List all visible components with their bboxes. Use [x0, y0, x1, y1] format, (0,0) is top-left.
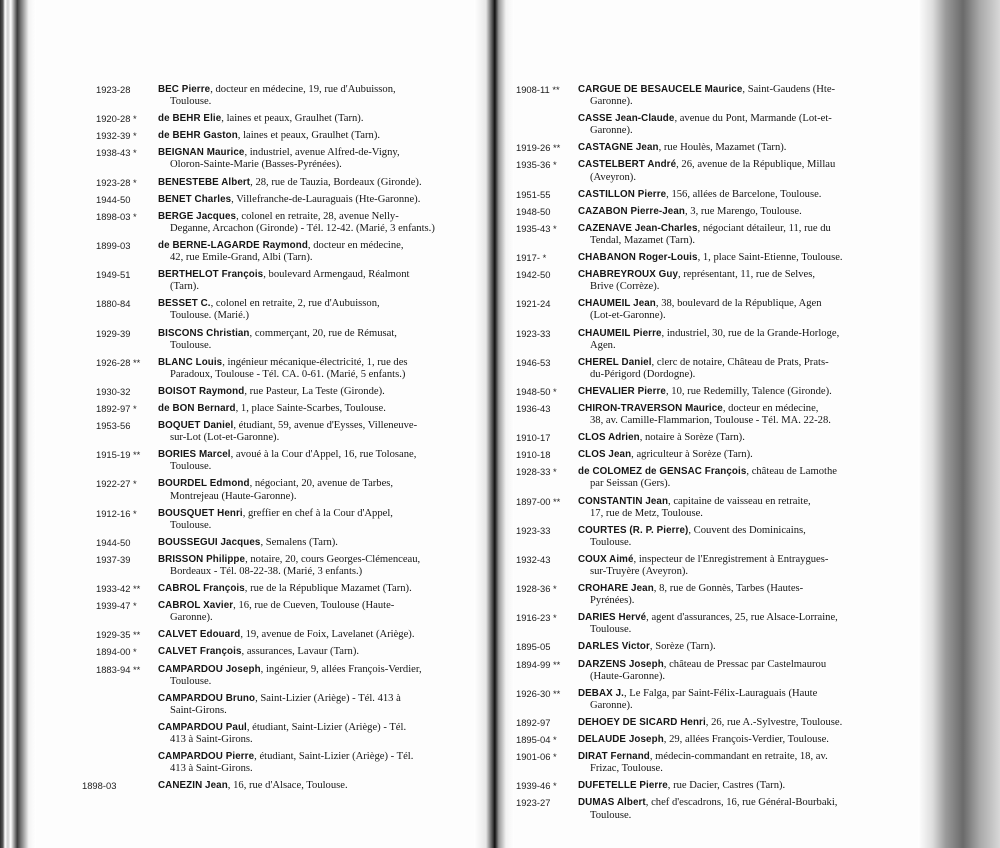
entry-years: 1921-24 — [516, 298, 551, 310]
entry-name: BOUSQUET Henri — [158, 507, 243, 519]
directory-entry — [96, 269, 448, 293]
entry-years: 1944-50 — [96, 193, 131, 205]
directory-entry — [516, 688, 864, 712]
entry-continuation: (Lot-et-Garonne). — [590, 310, 666, 322]
directory-entry — [96, 177, 448, 189]
entry-name: BLANC Louis — [158, 356, 223, 368]
entry-details: , 19, avenue de Foix, Lavelanet (Ariège). — [240, 629, 415, 641]
entry-details: , commerçant, 20, rue de Rémusat, — [249, 327, 397, 339]
entry-name: CLOS Jean — [578, 449, 632, 461]
entry-years: 1929-39 — [96, 327, 131, 339]
entry-name: DARLES Victor — [578, 641, 650, 653]
directory-entry — [516, 328, 864, 352]
entry-years: 1939-47 * — [96, 600, 137, 612]
entry-continuation: du-Périgord (Dordogne). — [590, 368, 696, 380]
entry-details: , agent d'assurances, 25, rue Alsace-Lorraine, — [646, 612, 838, 624]
entry-name: CHABANON Roger-Louis — [578, 252, 698, 264]
entry-details: , avoué à la Cour d'Appel, 16, rue Tolosane, — [230, 449, 417, 461]
entry-years: 1932-39 * — [96, 130, 137, 142]
entry-details: , docteur en médecine, — [722, 402, 819, 414]
entry-years: 1916-23 * — [516, 612, 557, 624]
directory-entry — [96, 240, 448, 264]
entry-years: 1883-94 ** — [96, 663, 141, 675]
entry-name: CAMPARDOU Paul — [158, 721, 247, 733]
entry-details: , négociant détaileur, 11, rue du — [697, 222, 831, 234]
entry-continuation: Brive (Corrèze). — [590, 281, 660, 293]
entry-continuation: par Seissan (Gers). — [590, 478, 671, 490]
entry-name: BENET Charles — [158, 193, 232, 205]
directory-entry — [516, 357, 864, 381]
entry-years: 1949-51 — [96, 269, 131, 281]
entry-details: , avenue du Pont, Marmande (Lot-et- — [674, 113, 832, 125]
entry-details: , Villefranche-de-Lauraguais (Hte-Garonne). — [231, 193, 421, 205]
directory-entry — [516, 751, 864, 775]
entry-years: 1937-39 — [96, 553, 131, 565]
entry-name: BOISOT Raymond — [158, 385, 245, 397]
entry-details: , étudiant, Saint-Lizier (Ariège) - Tél. — [246, 721, 407, 733]
entry-name: BORIES Marcel — [158, 449, 231, 461]
entry-continuation: (Aveyron). — [590, 171, 636, 183]
entry-details: , industriel, avenue Alfred-de-Vigny, — [244, 147, 400, 159]
entry-years: 1880-84 — [96, 298, 131, 310]
entry-years: 1935-43 * — [516, 222, 557, 234]
entry-years: 1946-53 — [516, 356, 551, 368]
entry-years: 1901-06 * — [516, 751, 557, 763]
directory-entry — [96, 600, 448, 624]
directory-entry — [516, 386, 864, 398]
entry-name: CAZENAVE Jean-Charles — [578, 222, 698, 234]
entry-details: , laines et peaux, Graulhet (Tarn). — [221, 113, 364, 125]
directory-entry — [516, 432, 864, 444]
entry-years: 1930-32 — [96, 385, 131, 397]
entry-years: 1923-28 — [96, 84, 131, 95]
entry-name: de BEHR Gaston — [158, 130, 238, 142]
entry-details: , chef d'escadrons, 16, rue Général-Bourbaki, — [645, 797, 838, 809]
entry-details: , négociant, 20, avenue de Tarbes, — [249, 478, 394, 490]
directory-entry — [96, 211, 448, 235]
entry-name: DEBAX J. — [578, 687, 624, 699]
entry-continuation: Bordeaux - Tél. 08-22-38. (Marié, 3 enfants.) — [170, 566, 363, 577]
directory-entry — [516, 449, 864, 461]
entry-years: 1908-11 ** — [516, 84, 560, 95]
entry-details: , 156, allées de Barcelone, Toulouse. — [666, 188, 822, 200]
entry-name: CASTILLON Pierre — [578, 188, 667, 200]
directory-entry — [516, 403, 864, 427]
entry-details: , boulevard Armengaud, Réalmont — [263, 269, 410, 281]
entry-years: 1923-28 * — [96, 176, 137, 188]
entry-name: DIRAT Fernand — [578, 751, 650, 763]
right-page-edge-shadow — [918, 0, 1000, 848]
directory-entry — [516, 525, 864, 549]
entry-years: 1898-03 * — [96, 210, 137, 222]
entry-years: 1942-50 — [516, 269, 551, 281]
entry-years: 1922-27 * — [96, 478, 137, 490]
directory-entry — [96, 449, 448, 473]
directory-entry — [96, 328, 448, 352]
entry-years: 1915-19 ** — [96, 449, 141, 461]
entry-name: BERGE Jacques — [158, 210, 237, 222]
entry-continuation: Garonne). — [590, 699, 633, 711]
entry-details: , 16, rue d'Alsace, Toulouse. — [227, 780, 348, 792]
entry-years: 1920-28 * — [96, 113, 137, 125]
entry-continuation: Toulouse. — [170, 675, 212, 687]
entry-details: , 26, rue A.-Sylvestre, Toulouse. — [705, 716, 843, 728]
entry-name: DELAUDE Joseph — [578, 734, 664, 746]
entry-years: 1917- * — [516, 252, 547, 264]
entry-details: , inspecteur de l'Enregistrement à Entraygues- — [633, 553, 829, 565]
entry-name: CALVET François — [158, 646, 242, 658]
directory-entry — [96, 629, 448, 641]
directory-entry — [516, 189, 864, 201]
entry-years: 1892-97 — [516, 716, 551, 728]
entry-text — [516, 113, 864, 137]
directory-entry — [516, 84, 864, 108]
entry-continuation: Toulouse. — [170, 461, 212, 473]
entry-continuation: Toulouse. — [590, 809, 632, 821]
directory-entry — [96, 84, 448, 108]
entry-continuation: Toulouse. — [170, 519, 212, 531]
entry-years: 1910-17 — [516, 432, 551, 444]
entry-text — [96, 722, 448, 746]
entry-details: , docteur en médecine, — [307, 239, 404, 251]
directory-entry — [516, 612, 864, 636]
entry-years: 1926-30 ** — [516, 687, 561, 699]
entry-details: , greffier en chef à la Cour d'Appel, — [242, 507, 393, 519]
directory-entry — [96, 508, 448, 532]
entry-continuation: Garonne). — [590, 96, 633, 108]
entry-details: , notaire à Sorèze (Tarn). — [639, 432, 745, 444]
entry-name: DUFETELLE Pierre — [578, 780, 668, 792]
directory-entry — [96, 386, 448, 398]
entry-name: de BERNE-LAGARDE Raymond — [158, 239, 308, 251]
entry-years: 1923-27 — [516, 797, 551, 809]
entry-continuation: 413 à Saint-Girons. — [170, 734, 253, 746]
entry-details: , médecin-commandant en retraite, 18, av. — [649, 751, 828, 763]
entry-name: BERTHELOT François — [158, 269, 264, 281]
entry-years: 1938-43 * — [96, 147, 137, 159]
entry-years: 1895-04 * — [516, 734, 557, 746]
directory-entry — [516, 142, 864, 154]
entry-continuation: Tendal, Mazamet (Tarn). — [590, 234, 695, 246]
entry-continuation: Garonne). — [590, 125, 633, 137]
directory-entry — [96, 403, 448, 415]
entry-years: 1948-50 — [516, 205, 551, 217]
entry-details: , 38, boulevard de la République, Agen — [655, 298, 822, 310]
entry-details: , rue de la République Mazamet (Tarn). — [244, 583, 412, 595]
entry-name: CALVET Edouard — [158, 629, 241, 641]
directory-entry — [516, 797, 864, 821]
entry-continuation: Toulouse. — [590, 624, 632, 636]
entry-name: BOURDEL Edmond — [158, 478, 250, 490]
entry-name: BOQUET Daniel — [158, 420, 234, 432]
entry-details: , agriculteur à Sorèze (Tarn). — [631, 449, 753, 461]
entry-continuation: 42, rue Emile-Grand, Albi (Tarn). — [170, 252, 313, 264]
entry-name: de BEHR Elie — [158, 113, 222, 125]
directory-entry — [516, 717, 864, 729]
entry-continuation: (Tarn). — [170, 281, 199, 293]
entry-years: 1898-03 — [82, 780, 117, 792]
entry-details: , 8, rue de Gonnès, Tarbes (Hautes- — [653, 583, 804, 595]
entry-continuation: Frizac, Toulouse. — [590, 763, 663, 775]
entry-details: , assurances, Lavaur (Tarn). — [241, 646, 360, 658]
entry-years: 1897-00 ** — [516, 495, 561, 507]
directory-entry — [516, 223, 864, 247]
entry-continuation: Toulouse. (Marié.) — [170, 310, 249, 322]
directory-entry — [96, 298, 448, 322]
directory-entry — [516, 496, 864, 520]
entry-name: CONSTANTIN Jean — [578, 495, 669, 507]
entry-name: CANEZIN Jean — [158, 780, 228, 792]
directory-entry — [96, 664, 448, 688]
directory-entry — [96, 130, 448, 142]
entry-details: , 1, place Saint-Etienne, Toulouse. — [697, 252, 843, 264]
entry-name: CARGUE DE BESAUCELE Maurice — [578, 84, 743, 95]
entry-text — [96, 693, 448, 717]
entry-name: de BON Bernard — [158, 402, 236, 414]
entry-years: 1919-26 ** — [516, 142, 561, 154]
directory-entry — [82, 780, 448, 792]
entry-name: CASTAGNE Jean — [578, 142, 659, 154]
entry-name: CLOS Adrien — [578, 432, 640, 444]
directory-entry — [516, 659, 864, 683]
entry-continuation: Paradoux, Toulouse - Tél. CA. 0-61. (Marié, 5 enfants.) — [170, 368, 406, 380]
entry-details: , Sorèze (Tarn). — [649, 641, 716, 653]
entry-details: , rue Houlès, Mazamet (Tarn). — [658, 142, 787, 154]
entry-name: CHEVALIER Pierre — [578, 385, 666, 397]
directory-entry — [96, 646, 448, 658]
entry-details: , ingénieur, 9, allées François-Verdier, — [260, 663, 422, 675]
entry-years: 1895-05 — [516, 641, 551, 653]
entry-continuation: Pyrénées). — [590, 595, 635, 607]
entry-continuation: Montrejeau (Haute-Garonne). — [170, 490, 297, 502]
entry-years: 1939-46 * — [516, 780, 557, 792]
directory-entry — [96, 583, 448, 595]
entry-continuation: 38, av. Camille-Flammarion, Toulouse - Tél. MA. 22-28. — [590, 415, 831, 427]
entry-details: , ingénieur mécanique-électricité, 1, rue des — [222, 356, 408, 368]
entry-name: CROHARE Jean — [578, 583, 654, 595]
entry-name: CASTELBERT André — [578, 159, 677, 171]
directory-entry — [96, 693, 448, 717]
directory-entry — [96, 722, 448, 746]
entry-details: , docteur en médecine, 19, rue d'Aubuisson, — [210, 84, 396, 95]
entry-details: , étudiant, 59, avenue d'Eysses, Villeneuve- — [233, 420, 418, 432]
entry-details: , 26, avenue de la République, Millau — [676, 159, 836, 171]
entry-name: CHAUMEIL Pierre — [578, 327, 662, 339]
directory-entry — [516, 298, 864, 322]
entry-continuation: Saint-Girons. — [170, 704, 227, 716]
directory-entry — [96, 357, 448, 381]
book-gutter-shadow — [474, 0, 514, 848]
entry-name: COURTES (R. P. Pierre) — [578, 524, 689, 536]
entry-name: CHABREYROUX Guy — [578, 269, 679, 281]
entry-details: , 29, allées François-Verdier, Toulouse. — [663, 734, 829, 746]
entry-continuation: 413 à Saint-Girons. — [170, 763, 253, 775]
entry-years: 1944-50 — [96, 536, 131, 548]
entry-name: BEIGNAN Maurice — [158, 147, 245, 159]
entry-name: CAZABON Pierre-Jean — [578, 205, 685, 217]
entry-name: de COLOMEZ de GENSAC François — [578, 466, 747, 478]
entry-details: , château de Lamothe — [746, 466, 837, 478]
entry-continuation: (Haute-Garonne). — [590, 670, 665, 682]
entry-details: , 3, rue Marengo, Toulouse. — [684, 205, 802, 217]
directory-entry — [96, 751, 448, 775]
entry-details: , rue Dacier, Castres (Tarn). — [667, 780, 786, 792]
entry-name: BISCONS Christian — [158, 327, 250, 339]
entry-years: 1928-33 * — [516, 466, 557, 478]
entry-details: , industriel, 30, rue de la Grande-Horloge, — [661, 327, 840, 339]
entry-continuation: Deganne, Arcachon (Gironde) - Tél. 12-42. (Marié, 3 enfants.) — [170, 222, 435, 234]
entry-years: 1935-36 * — [516, 159, 557, 171]
entry-continuation: 17, rue de Metz, Toulouse. — [590, 507, 703, 519]
directory-entry — [516, 583, 864, 607]
entry-details: , notaire, 20, cours Georges-Clémenceau, — [245, 553, 421, 565]
entry-details: , capitaine de vaisseau en retraite, — [668, 495, 811, 507]
right-page-column — [516, 84, 864, 827]
entry-text — [96, 780, 448, 792]
entry-years: 1936-43 — [516, 402, 551, 414]
entry-details: , Semalens (Tarn). — [260, 536, 338, 548]
directory-entry — [516, 269, 864, 293]
directory-entry — [516, 641, 864, 653]
entry-details: , Couvent des Dominicains, — [688, 524, 806, 536]
entry-name: CHAUMEIL Jean — [578, 298, 656, 310]
entry-name: DARIES Hervé — [578, 612, 647, 624]
entry-continuation: Agen. — [590, 339, 616, 351]
entry-name: CAMPARDOU Joseph — [158, 663, 261, 675]
directory-entry — [516, 206, 864, 218]
entry-details: , colonel en retraite, 28, avenue Nelly- — [236, 210, 399, 222]
entry-years: 1923-33 — [516, 327, 551, 339]
entry-details: , laines et peaux, Graulhet (Tarn). — [237, 130, 381, 142]
entry-years: 1926-28 ** — [96, 356, 141, 368]
entry-details: , 16, rue de Cueven, Toulouse (Haute- — [233, 600, 395, 612]
entry-details: , 1, place Sainte-Scarbes, Toulouse. — [235, 402, 386, 414]
entry-details: , représentant, 11, rue de Selves, — [678, 269, 816, 281]
directory-entry — [516, 252, 864, 264]
entry-details: , étudiant, Saint-Lizier (Ariège) - Tél. — [254, 751, 414, 763]
entry-years: 1932-43 — [516, 553, 551, 565]
directory-entry — [516, 780, 864, 792]
entry-years: 1899-03 — [96, 239, 131, 251]
entry-name: DARZENS Joseph — [578, 658, 664, 670]
entry-years: 1929-35 ** — [96, 629, 141, 641]
directory-entry — [516, 466, 864, 490]
entry-years: 1894-00 * — [96, 646, 137, 658]
entry-continuation: Toulouse. — [170, 339, 212, 351]
directory-entry — [96, 478, 448, 502]
entry-years: 1892-97 * — [96, 402, 137, 414]
entry-years: 1923-33 — [516, 524, 551, 536]
entry-name: CHIRON-TRAVERSON Maurice — [578, 402, 723, 414]
entry-details: , 10, rue Redemilly, Talence (Gironde). — [665, 385, 832, 397]
entry-details: , 28, rue de Tauzia, Bordeaux (Gironde). — [250, 176, 422, 188]
entry-name: BOUSSEGUI Jacques — [158, 536, 261, 548]
entry-details: , colonel en retraite, 2, rue d'Aubuisson, — [210, 298, 380, 310]
directory-entry — [96, 537, 448, 549]
entry-details: , Saint-Gaudens (Hte- — [742, 84, 836, 95]
entry-details: , Saint-Lizier (Ariège) - Tél. 413 à — [255, 692, 401, 704]
left-page-column — [82, 84, 448, 797]
directory-entry — [96, 554, 448, 578]
entry-name: CABROL Xavier — [158, 600, 234, 612]
entry-name: BENESTEBE Albert — [158, 176, 251, 188]
entry-name: COUX Aimé — [578, 553, 634, 565]
entry-details: , Le Falga, par Saint-Félix-Lauraguais (Haute — [624, 687, 818, 699]
entry-name: CHEREL Daniel — [578, 356, 652, 368]
entry-name: CABROL François — [158, 583, 245, 595]
left-page-edge-shadow — [0, 0, 36, 848]
directory-entry — [516, 159, 864, 183]
entry-name: CAMPARDOU Bruno — [158, 692, 256, 704]
entry-years: 1933-42 ** — [96, 583, 141, 595]
entry-name: DEHOEY DE SICARD Henri — [578, 716, 706, 728]
entry-years: 1948-50 * — [516, 385, 557, 397]
entry-name: CAMPARDOU Pierre — [158, 751, 255, 763]
directory-entry — [516, 554, 864, 578]
entry-years: 1910-18 — [516, 449, 551, 461]
entry-details: , rue Pasteur, La Teste (Gironde). — [244, 385, 385, 397]
entry-continuation: Toulouse. — [590, 536, 632, 548]
entry-text — [96, 751, 448, 775]
entry-years: 1912-16 * — [96, 507, 137, 519]
entry-name: BEC Pierre — [158, 84, 211, 95]
entry-continuation: Toulouse. — [170, 96, 212, 108]
entry-name: BESSET C. — [158, 298, 211, 310]
entry-details: , château de Pressac par Castelmaurou — [663, 658, 827, 670]
entry-years: 1951-55 — [516, 188, 551, 200]
entry-years: 1928-36 * — [516, 583, 557, 595]
entry-continuation: sur-Lot (Lot-et-Garonne). — [170, 432, 280, 444]
entry-years: 1894-99 ** — [516, 658, 561, 670]
entry-continuation: Oloron-Sainte-Marie (Basses-Pyrénées). — [170, 159, 342, 171]
entry-continuation: sur-Truyère (Aveyron). — [590, 566, 689, 577]
entry-years: 1953-56 — [96, 420, 131, 432]
entry-continuation: Garonne). — [170, 612, 213, 624]
entry-details: , clerc de notaire, Château de Prats, Prats- — [651, 356, 829, 368]
entry-name: BRISSON Philippe — [158, 553, 246, 565]
directory-entry — [96, 420, 448, 444]
directory-entry — [516, 734, 864, 746]
directory-entry — [96, 113, 448, 125]
directory-entry — [516, 113, 864, 137]
directory-entry — [96, 147, 448, 171]
directory-entry — [96, 194, 448, 206]
entry-name: CASSE Jean-Claude — [578, 113, 675, 125]
entry-name: DUMAS Albert — [578, 797, 646, 809]
